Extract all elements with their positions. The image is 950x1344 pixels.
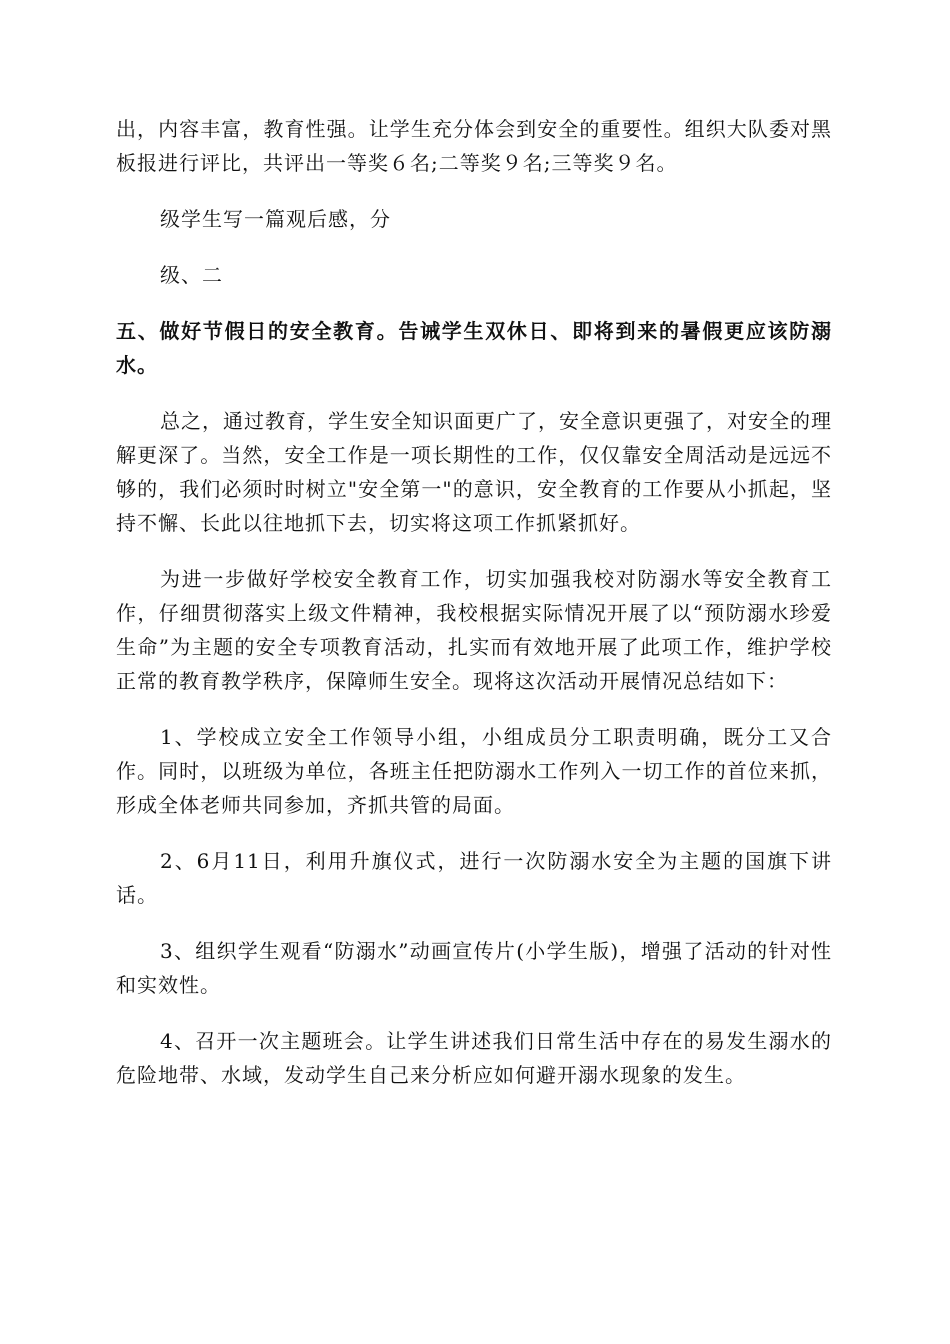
list-item-4: 4、召开一次主题班会。让学生讲述我们日常生活中存在的易发生溺水的危险地带、水域，发动学生自己来分析应如何避开溺水现象的发生。 <box>116 1029 832 1087</box>
paragraph-summary: 总之，通过教育，学生安全知识面更广了，安全意识更强了，对安全的理解更深了。当然，安全工作是一项长期性的工作，仅仅靠安全周活动是远远不够的，我们必须时时树立"安全第一"的意识，安全教育的工作要从小抓起，坚持不懈、长此以往地抓下去，切实将这项工作抓紧抓好。 <box>116 409 832 535</box>
list-item-1: 1、学校成立安全工作领导小组，小组成员分工职责明确，既分工又合作。同时，以班级为单位，各班主任把防溺水工作列入一切工作的首位来抓，形成全体老师共同参加，齐抓共管的局面。 <box>116 725 832 817</box>
list-item-2: 2、6月11日，利用升旗仪式，进行一次防溺水安全为主题的国旗下讲话。 <box>116 849 832 907</box>
paragraph-continuation: 出，内容丰富，教育性强。让学生充分体会到安全的重要性。组织大队委对黑板报进行评比，共评出一等奖６名;二等奖９名;三等奖９名。 <box>116 117 832 175</box>
paragraph-fragment-1: 级学生写一篇观后感，分 <box>160 207 391 231</box>
list-item-3: 3、组织学生观看“防溺水”动画宣传片(小学生版)，增强了活动的针对性和实效性。 <box>116 939 832 997</box>
paragraph-fragment-2: 级、二 <box>160 263 223 287</box>
paragraph-intro: 为进一步做好学校安全教育工作，切实加强我校对防溺水等安全教育工作，仔细贯彻落实上级文件精神，我校根据实际情况开展了以“预防溺水珍爱生命”为主题的安全专项教育活动，扎实而有效地开展了此项工作，维护学校正常的教育教学秩序，保障师生安全。现将这次活动开展情况总结如下： <box>116 567 832 693</box>
document-page <box>116 112 832 1114</box>
section-heading-five: 五、做好节假日的安全教育。告诫学生双休日、即将到来的暑假更应该防溺水。 <box>116 319 832 377</box>
